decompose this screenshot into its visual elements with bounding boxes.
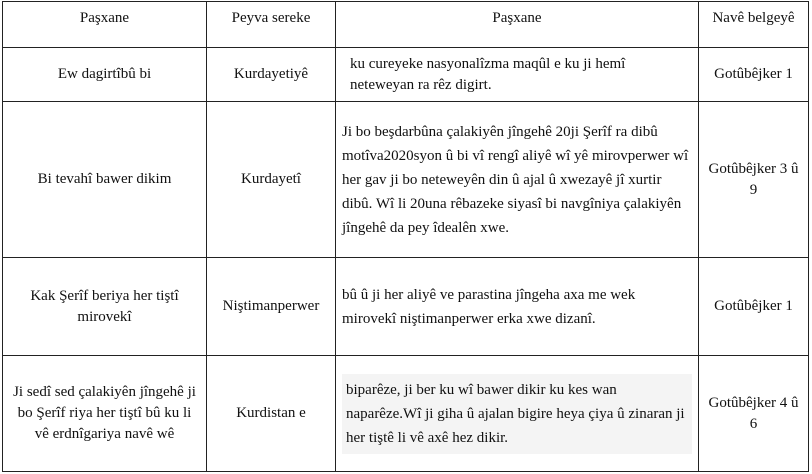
row4-text-cell — [336, 356, 699, 472]
row3-phrase: Kak Şerîf beriya her tiştî mirovekî — [3, 258, 207, 356]
row1-phrase: Ew dagirtîbû bi — [3, 48, 207, 102]
row3-text: bû û ji her aliyê ve parastina jîngeha axa me wek mirovekî niştimanperwer erka xwe dizanî. — [336, 258, 699, 356]
header-cell-1: Paşxane — [3, 2, 207, 48]
header-cell-2: Peyva sereke — [207, 2, 336, 48]
document-table — [2, 1, 809, 472]
row3-source: Gotûbêjker 1 — [699, 258, 809, 356]
row4-source: Gotûbêjker 4 û 6 — [699, 356, 809, 472]
header-row — [3, 2, 809, 48]
row2-text: Ji bo beşdarbûna çalakiyên jîngehê 20ji Şerîf ra dibû motîva2020syon û bi vî rengî aliyê wî yê mirovperwer wî her gav ji bo neteweyên din û ajal û xwezayê jî xurtir dibû. Wî li 20una rêbazeke siyasî bi navgîniya çalakiyên jîngehê da pey îdealên xwe. — [336, 102, 699, 258]
row1-text: ku cureyeke nasyonalîzma maqûl e ku ji hemî neteweyan ra rêz digirt. — [336, 48, 699, 102]
table-row — [3, 48, 809, 102]
row2-keyword: Kurdayetî — [207, 102, 336, 258]
header-cell-3: Paşxane — [336, 2, 699, 48]
row1-source: Gotûbêjker 1 — [699, 48, 809, 102]
row1-keyword: Kurdayetiyê — [207, 48, 336, 102]
row4-text: biparêze, ji ber ku wî bawer dikir ku kes wan naparêze.Wî ji giha û ajalan bigire heya çiya û zinaran ji her tiştê li vê axê hez dikir. — [342, 374, 692, 454]
header-cell-4: Navê belgeyê — [699, 2, 809, 48]
row2-source: Gotûbêjker 3 û 9 — [699, 102, 809, 258]
row3-keyword: Niştimanperwer — [207, 258, 336, 356]
row4-phrase: Ji sedî sed çalakiyên jîngehê ji bo Şerîf riya her tiştî bû ku li vê erdnîgariya navê wê — [3, 356, 207, 472]
table-row — [3, 258, 809, 356]
row4-keyword: Kurdistan e — [207, 356, 336, 472]
table-row — [3, 102, 809, 258]
row2-phrase: Bi tevahî bawer dikim — [3, 102, 207, 258]
table-row — [3, 356, 809, 472]
